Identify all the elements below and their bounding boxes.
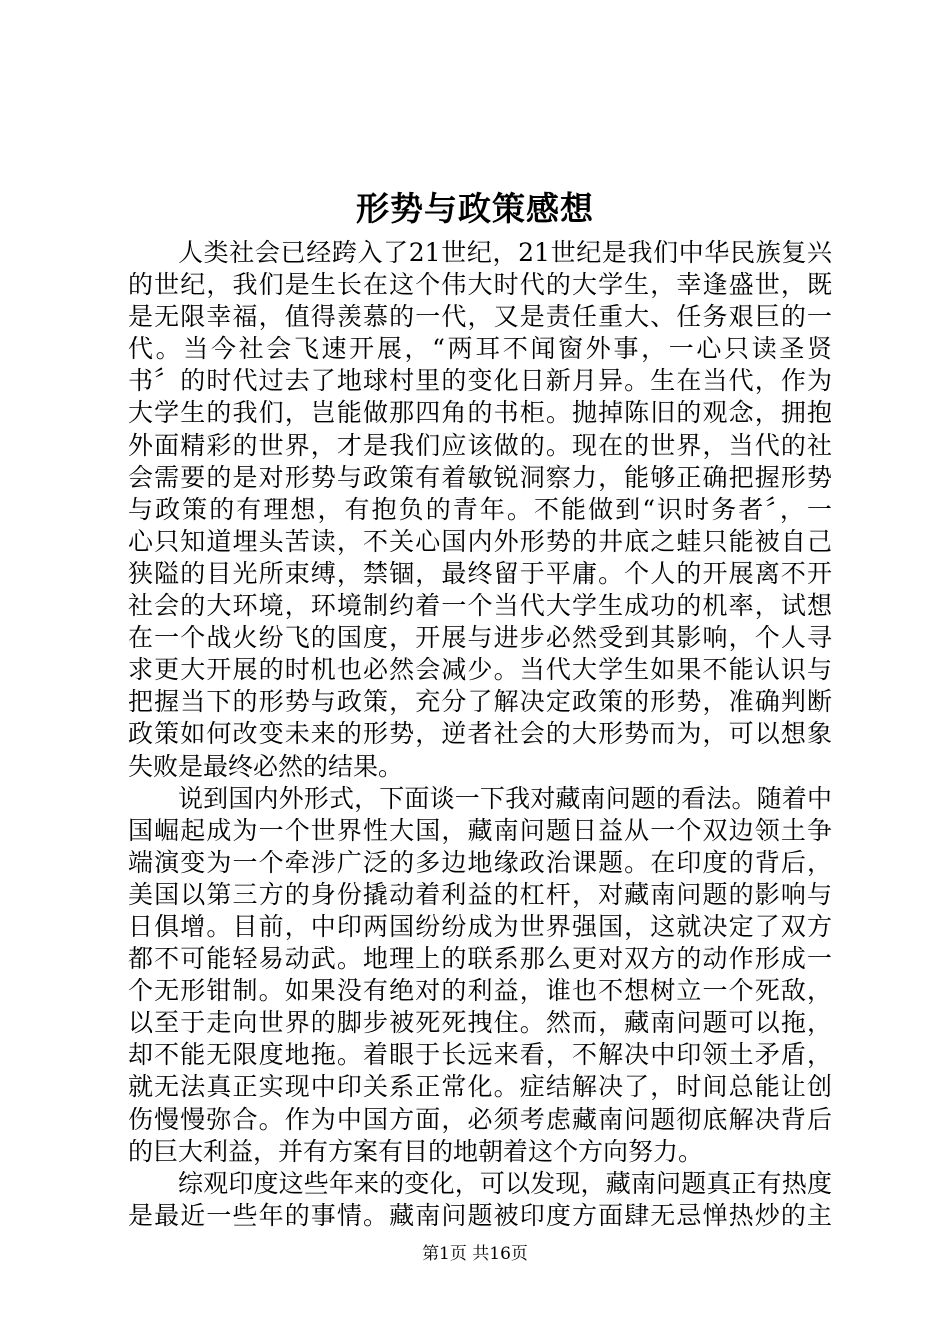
paragraph — [128, 783, 832, 1168]
text-line: 人类社会已经跨入了21世纪，21世纪是我们中华民族复兴 — [178, 238, 832, 267]
text-line: 是无限幸福，值得羡慕的一代，又是责任重大、任务艰巨的一 — [128, 302, 832, 332]
text-line: 与政策的有理想，有抱负的青年。不能做到“识时务者〞，一 — [128, 494, 832, 524]
text-line: 个无形钳制。如果没有绝对的利益，谁也不想树立一个死敌， — [128, 976, 832, 1006]
text-line: 都不可能轻易动武。地理上的联系那么更对双方的动作形成一 — [128, 944, 832, 974]
text-line: 说到国内外形式，下面谈一下我对藏南问题的看法。随着中 — [178, 783, 832, 813]
text-line: 求更大开展的时机也必然会减少。当代大学生如果不能认识与 — [128, 655, 832, 685]
text-line: 伤慢慢弥合。作为中国方面，必须考虑藏南问题彻底解决背后 — [128, 1104, 832, 1134]
text-line: 政策如何改变未来的形势，逆者社会的大形势而为，可以想象 — [128, 719, 832, 749]
text-line: 以至于走向世界的脚步被死死拽住。然而，藏南问题可以拖， — [128, 1008, 832, 1038]
text-line: 美国以第三方的身份撬动着利益的杠杆，对藏南问题的影响与 — [128, 879, 832, 909]
text-line: 国崛起成为一个世界性大国，藏南问题日益从一个双边领土争 — [128, 815, 832, 845]
text-line: 会需要的是对形势与政策有着敏锐洞察力，能够正确把握形势 — [128, 462, 832, 492]
text-line: 日俱增。目前，中印两国纷纷成为世界强国，这就决定了双方 — [128, 911, 832, 941]
text-line: 端演变为一个牵涉广泛的多边地缘政治课题。在印度的背后， — [128, 847, 832, 877]
document-body — [128, 237, 832, 1232]
text-line: 在一个战火纷飞的国度，开展与进步必然受到其影响，个人寻 — [128, 623, 832, 653]
text-line: 把握当下的形势与政策，充分了解决定政策的形势，准确判断 — [128, 687, 832, 717]
paragraph — [128, 237, 832, 783]
text-line: 狭隘的目光所束缚，禁锢，最终留于平庸。个人的开展离不开 — [128, 558, 832, 588]
text-line: 却不能无限度地拖。着眼于长远来看，不解决中印领土矛盾， — [128, 1040, 832, 1070]
text-line: 综观印度这些年来的变化，可以发现，藏南问题真正有热度 — [178, 1168, 832, 1198]
text-line: 的世纪，我们是生长在这个伟大时代的大学生，幸逢盛世，既 — [128, 270, 832, 300]
text-line: 心只知道埋头苦读，不关心国内外形势的井底之蛙只能被自己 — [128, 526, 832, 556]
text-line: 失败是最终必然的结果。 — [128, 751, 404, 781]
text-line: 的巨大利益，并有方案有目的地朝着这个方向努力。 — [128, 1136, 704, 1166]
page-footer: 第1页 共16页 — [422, 1244, 528, 1264]
paragraph — [128, 1168, 832, 1232]
text-line: 是最近一些年的事情。藏南问题被印度方面肆无忌惮热炒的主 — [128, 1200, 832, 1230]
text-line: 书〞的时代过去了地球村里的变化日新月异。生在当代，作为 — [128, 366, 832, 396]
text-line: 社会的大环境，环境制约着一个当代大学生成功的机率，试想 — [128, 591, 832, 621]
text-line: 大学生的我们，岂能做那四角的书柜。抛掉陈旧的观念，拥抱 — [128, 398, 832, 428]
document-title: 形势与政策感想 — [356, 189, 594, 228]
text-line: 外面精彩的世界，才是我们应该做的。现在的世界，当代的社 — [128, 430, 832, 460]
text-line: 就无法真正实现中印关系正常化。症结解决了，时间总能让创 — [128, 1072, 832, 1102]
text-line: 代。当今社会飞速开展，“两耳不闻窗外事，一心只读圣贤 — [128, 334, 832, 364]
